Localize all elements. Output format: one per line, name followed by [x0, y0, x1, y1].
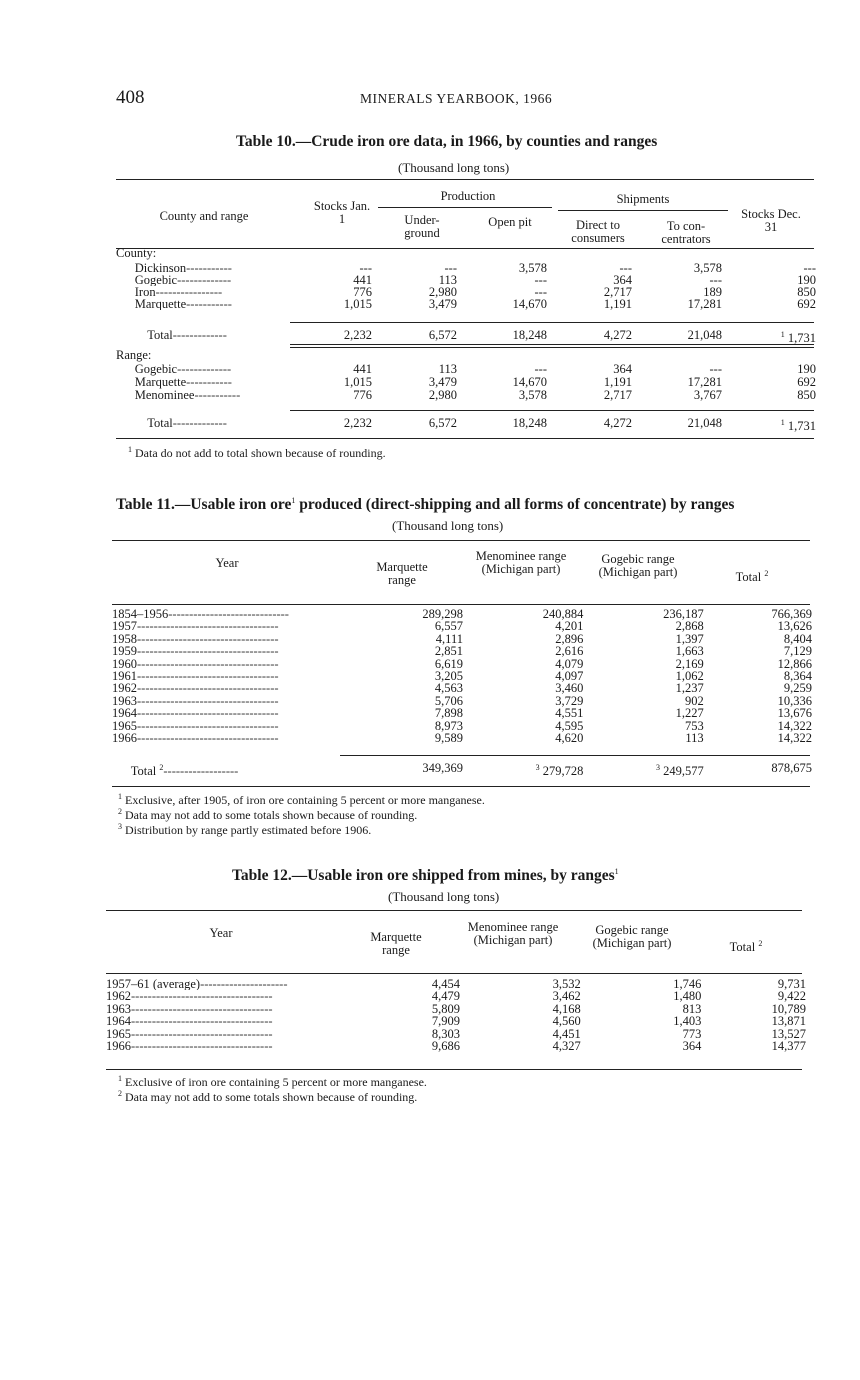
- row-label: 1854–1956-----------------------------: [112, 608, 289, 621]
- cell-value: 8,973: [434, 718, 463, 733]
- cell-value: 4,111: [435, 631, 463, 646]
- t11-total-marquette: 349,369: [422, 761, 463, 775]
- cell-value: 1,191: [603, 297, 632, 311]
- cell-value: ---: [619, 261, 632, 275]
- cell-value: ---: [534, 273, 547, 287]
- cell-value: 776: [353, 388, 372, 402]
- t12-footnotes: [118, 1073, 427, 1103]
- t10-hdr-production: Production: [440, 189, 496, 203]
- cell-value: 10,789: [771, 1001, 806, 1016]
- running-head: MINERALS YEARBOOK, 1966: [360, 91, 553, 106]
- row-label: 1957----------------------------------: [112, 620, 279, 633]
- cell-value: 4,079: [555, 656, 584, 671]
- cell-value: 3,729: [555, 693, 584, 708]
- cell-value: 3,205: [434, 668, 463, 683]
- cell-value: 1,015: [343, 375, 372, 389]
- cell-value: 9,589: [434, 730, 463, 745]
- row-label: 1960----------------------------------: [112, 657, 279, 670]
- cell-value: 4,479: [431, 989, 461, 1004]
- t10-county-total: [116, 329, 816, 344]
- t10-double-rule-b: [290, 347, 814, 348]
- cell-value: 1,062: [675, 668, 704, 683]
- t10-hdr-underground: Under-ground: [404, 213, 440, 240]
- cell-value: 113: [438, 273, 457, 287]
- row-label: 1966----------------------------------: [106, 1039, 273, 1053]
- cell-value: 8,404: [783, 631, 812, 646]
- cell-value: 3,532: [552, 977, 581, 991]
- cell-value: 850: [797, 285, 816, 299]
- cell-value: 14,377: [771, 1038, 806, 1053]
- cell-value: 9,686: [431, 1038, 461, 1053]
- t10-bottom-rule: [116, 438, 814, 439]
- t11-bottom-rule: [112, 786, 810, 787]
- table10-subtitle: (Thousand long tons): [398, 160, 510, 175]
- row-label: Marquette-----------: [134, 376, 232, 389]
- t11-footnotes: [118, 791, 485, 836]
- cell-value: 773: [682, 1026, 702, 1041]
- row-label: 1964----------------------------------: [106, 1015, 273, 1028]
- t10-range-label: Range:: [116, 348, 152, 362]
- cell-value: 1,397: [675, 631, 704, 646]
- t12-hdr-marquette: Marquette range: [370, 930, 422, 957]
- footnote: $^2$ Data may not add to some totals shown because of rounding.: [118, 807, 418, 822]
- t10-county-total-row: [116, 329, 816, 344]
- cell-value: 189: [703, 285, 722, 299]
- cell-value: 364: [613, 362, 632, 376]
- table12-title: Table 12.—Usable iron ore shipped from mines, by ranges$^1$: [232, 867, 619, 885]
- row-label: 1962----------------------------------: [112, 682, 279, 695]
- t11-top-rule: [112, 540, 810, 541]
- row-label: Total-------------: [147, 329, 227, 342]
- cell-value: 13,871: [771, 1014, 806, 1029]
- t10-county-subtotal-rule: [290, 322, 814, 323]
- t10-range-row: [116, 389, 816, 402]
- t10-range-total: [116, 417, 816, 432]
- table11-subtitle: (Thousand long tons): [392, 518, 504, 533]
- t10-county-row: [116, 298, 816, 310]
- cell-value: 2,980: [428, 285, 457, 299]
- cell-value: 113: [438, 362, 457, 376]
- row-label: 1965----------------------------------: [112, 719, 279, 732]
- cell-value: 364: [613, 273, 632, 287]
- cell-value: 1,227: [675, 706, 704, 721]
- cell-value: 441: [353, 362, 372, 376]
- footnote: $^1$ Exclusive, after 1905, of iron ore containing 5 percent or more manganese.: [118, 792, 485, 807]
- t11-total-gogebic: $^3$ 249,577: [655, 763, 704, 779]
- cell-value: 289,298: [422, 607, 463, 621]
- cell-value: 1,191: [603, 375, 632, 389]
- cell-value: 9,422: [777, 989, 806, 1004]
- cell-value: 3,578: [518, 261, 547, 275]
- t10-range-subtotal-rule: [290, 410, 814, 411]
- cell-value: 10,336: [777, 693, 812, 708]
- table10-top-rule: [116, 179, 814, 180]
- cell-value: 2,896: [555, 631, 584, 646]
- cell-value: 1,746: [673, 977, 702, 991]
- t11-hdr-year: Year: [215, 556, 239, 570]
- cell-value: 766,369: [771, 607, 812, 621]
- cell-value: 441: [353, 273, 372, 287]
- t12-row: [106, 1040, 806, 1052]
- row-label: Marquette-----------: [134, 298, 232, 310]
- cell-value: 3,460: [555, 681, 584, 696]
- cell-value: 4,560: [552, 1014, 581, 1029]
- t10-production-rule: [378, 207, 552, 208]
- cell-value: 17,281: [687, 375, 722, 389]
- t10-hdr-concentrators: To con-centrators: [661, 219, 711, 246]
- t12-hdr-year: Year: [209, 926, 233, 940]
- cell-value: 6,572: [428, 328, 457, 342]
- t10-hdr-open-pit: Open pit: [488, 215, 532, 229]
- t11-hdr-gogebic: Gogebic range (Michigan part): [598, 552, 678, 579]
- cell-value: 3,462: [552, 989, 581, 1004]
- cell-value: 12,866: [777, 656, 812, 671]
- row-label: 1961----------------------------------: [112, 669, 279, 683]
- t11-total-total: 878,675: [771, 761, 812, 775]
- t10-header-rule: [116, 248, 814, 249]
- t11-header-rule: [112, 604, 810, 605]
- t12-hdr-total: Total $^2$: [729, 939, 763, 955]
- cell-value: 2,232: [343, 328, 372, 342]
- t10-double-rule-a: [290, 344, 814, 345]
- t10-shipments-rule: [558, 210, 728, 211]
- cell-value: 14,322: [777, 730, 812, 745]
- cell-value: 4,551: [555, 706, 584, 721]
- cell-value: 2,851: [434, 644, 463, 659]
- cell-value: 364: [682, 1038, 702, 1053]
- cell-value: 3,479: [428, 297, 457, 311]
- cell-value: 4,454: [431, 977, 461, 991]
- t10-range-total-row: [116, 417, 816, 432]
- row-label: Menominee-----------: [134, 389, 241, 402]
- row-label: 1964----------------------------------: [112, 707, 279, 720]
- cell-value: 902: [684, 693, 704, 708]
- cell-value: 1,480: [673, 989, 702, 1004]
- t12-bottom-rule: [106, 1069, 802, 1070]
- cell-value: 4,620: [555, 730, 584, 745]
- cell-value: ---: [709, 362, 722, 376]
- cell-value: 190: [797, 362, 816, 376]
- row-label: 1965----------------------------------: [106, 1027, 273, 1040]
- t12-header-rule: [106, 973, 802, 974]
- row-label: 1958----------------------------------: [112, 632, 279, 646]
- cell-value: 113: [685, 730, 704, 745]
- cell-value: 4,327: [552, 1038, 581, 1053]
- row-label: Total-------------: [147, 417, 227, 430]
- cell-value: 2,232: [343, 416, 372, 430]
- t11-body: [112, 608, 812, 744]
- page-number: 408: [116, 87, 145, 108]
- cell-value: 3,578: [518, 388, 547, 402]
- cell-value: 9,259: [783, 681, 812, 696]
- t11-subtotal-rule: [340, 755, 810, 756]
- cell-value: 1,403: [673, 1014, 702, 1029]
- cell-value: 7,898: [434, 706, 463, 721]
- cell-value: ---: [709, 273, 722, 287]
- row-label: Iron----------------: [134, 286, 223, 298]
- cell-value: 2,169: [675, 656, 704, 671]
- cell-value: 813: [682, 1001, 702, 1016]
- cell-value: 6,572: [428, 416, 457, 430]
- cell-value: 18,248: [512, 416, 547, 430]
- cell-value: 3,479: [428, 375, 457, 389]
- cell-value: 18,248: [512, 328, 547, 342]
- cell-value: 190: [797, 273, 816, 287]
- table12-subtitle: (Thousand long tons): [388, 889, 500, 904]
- cell-value: 9,731: [777, 977, 806, 991]
- cell-value: 4,563: [434, 681, 463, 696]
- t10-hdr-stub: County and range: [159, 209, 249, 223]
- cell-value: 1,237: [675, 681, 704, 696]
- t11-hdr-total: Total $^2$: [735, 569, 769, 585]
- t12-top-rule: [106, 910, 802, 911]
- cell-value: 13,626: [777, 619, 812, 634]
- t11-hdr-marquette: Marquette range: [376, 560, 428, 587]
- cell-value: 2,980: [428, 388, 457, 402]
- footnote: $^3$ Distribution by range partly estimated before 1906.: [118, 822, 372, 837]
- cell-value: 6,557: [434, 619, 463, 634]
- cell-value: 236,187: [663, 607, 704, 621]
- cell-value: 17,281: [687, 297, 722, 311]
- t12-body: [106, 978, 806, 1052]
- table10-title: Table 10.—Crude iron ore data, in 1966, by counties and ranges: [236, 133, 658, 150]
- cell-value: 14,670: [512, 375, 547, 389]
- cell-value: 8,364: [783, 668, 812, 683]
- cell-value: 5,809: [431, 1001, 461, 1016]
- row-label: Dickinson-----------: [134, 262, 232, 274]
- cell-value: ---: [359, 261, 372, 275]
- cell-value: ---: [534, 362, 547, 376]
- cell-value: 7,909: [431, 1014, 461, 1029]
- cell-value: 21,048: [687, 416, 722, 430]
- row-label: 1963----------------------------------: [106, 1002, 273, 1016]
- t11-row: [112, 732, 812, 744]
- footnote: $^1$ Exclusive of iron ore containing 5 percent or more manganese.: [118, 1074, 427, 1089]
- row-label: 1957–61 (average)---------------------: [106, 978, 288, 991]
- t10-hdr-direct: Direct to consumers: [571, 218, 625, 245]
- cell-value: 2,717: [603, 388, 632, 402]
- t10-hdr-shipments: Shipments: [616, 192, 670, 206]
- cell-value: ---: [803, 261, 816, 275]
- t10-hdr-stocks-jan: Stocks Jan. 1: [313, 199, 371, 226]
- row-label: 1963----------------------------------: [112, 694, 279, 708]
- cell-value: 8,303: [431, 1026, 461, 1041]
- cell-value: ---: [534, 285, 547, 299]
- cell-value: 13,676: [777, 706, 812, 721]
- cell-value: 6,619: [434, 656, 463, 671]
- cell-value: 13,527: [771, 1026, 806, 1041]
- cell-value: 776: [353, 285, 372, 299]
- cell-value: $^1$ 1,731: [780, 418, 816, 434]
- t11-hdr-menominee: Menominee range (Michigan part): [475, 549, 567, 576]
- cell-value: 21,048: [687, 328, 722, 342]
- cell-value: 4,201: [555, 619, 584, 634]
- cell-value: ---: [444, 261, 457, 275]
- t11-total-label: Total $^2$------------------: [130, 763, 239, 778]
- t10-hdr-stocks-dec: Stocks Dec. 31: [741, 207, 801, 234]
- row-label: Gogebic-------------: [134, 274, 232, 286]
- cell-value: 4,168: [552, 1001, 581, 1016]
- t10-county-label: County:: [116, 246, 157, 260]
- cell-value: 4,097: [555, 668, 584, 683]
- cell-value: $^1$ 1,731: [780, 330, 816, 346]
- cell-value: 5,706: [434, 693, 463, 708]
- cell-value: 3,578: [693, 261, 722, 275]
- cell-value: 1,663: [675, 644, 704, 659]
- cell-value: 4,272: [603, 328, 632, 342]
- row-label: 1966----------------------------------: [112, 731, 279, 745]
- row-label: 1962----------------------------------: [106, 990, 273, 1003]
- cell-value: 14,322: [777, 718, 812, 733]
- cell-value: 2,868: [675, 619, 704, 634]
- cell-value: 692: [797, 375, 816, 389]
- cell-value: 2,717: [603, 285, 632, 299]
- row-label: 1959----------------------------------: [112, 645, 279, 658]
- t10-range-body: [116, 363, 816, 402]
- cell-value: 4,595: [555, 718, 584, 733]
- row-label: Gogebic-------------: [134, 363, 232, 376]
- t11-total-row: [112, 762, 812, 777]
- cell-value: 692: [797, 297, 816, 311]
- t10-county-body: [116, 262, 816, 310]
- footnote: $^2$ Data may not add to some totals shown because of rounding.: [118, 1089, 418, 1104]
- cell-value: 4,451: [552, 1026, 581, 1041]
- table11-title: Table 11.—Usable iron ore$^1$ produced (direct-shipping and all forms of concentrate) by ranges: [116, 496, 735, 514]
- t12-hdr-menominee: Menominee range (Michigan part): [467, 920, 559, 947]
- cell-value: 2,616: [555, 644, 584, 659]
- cell-value: 3,767: [693, 388, 722, 402]
- cell-value: 753: [684, 718, 704, 733]
- t11-total-menominee: $^3$ 279,728: [535, 763, 584, 779]
- t12-hdr-gogebic: Gogebic range (Michigan part): [592, 923, 672, 950]
- t10-footnote-1: $^1$ Data do not add to total shown because of rounding.: [128, 445, 386, 460]
- cell-value: 14,670: [512, 297, 547, 311]
- cell-value: 7,129: [783, 644, 812, 659]
- cell-value: 1,015: [343, 297, 372, 311]
- cell-value: 4,272: [603, 416, 632, 430]
- cell-value: 850: [797, 388, 816, 402]
- cell-value: 240,884: [542, 607, 584, 621]
